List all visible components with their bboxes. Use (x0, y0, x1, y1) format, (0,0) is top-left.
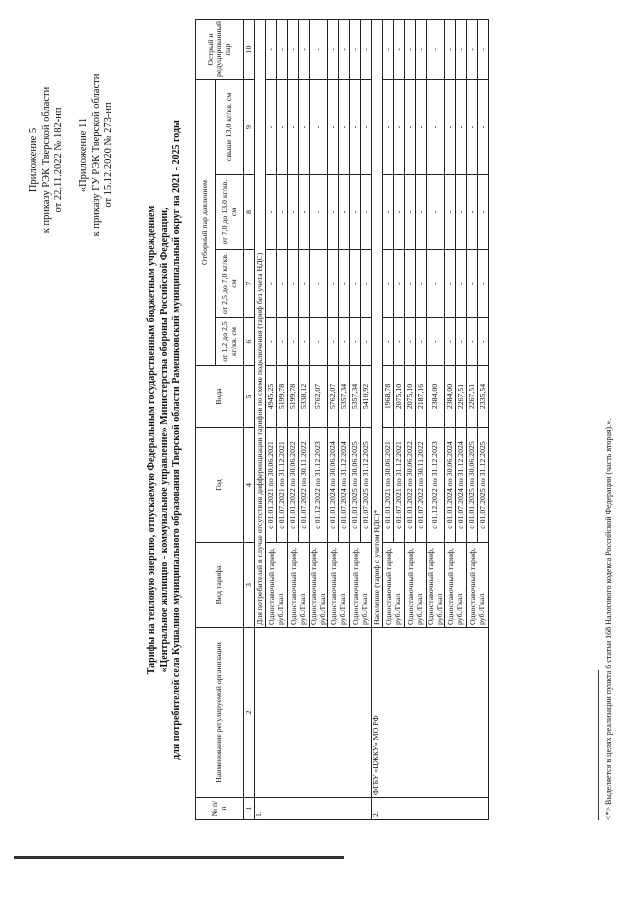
water-tariff-cell: 2384,00 (427, 366, 445, 428)
empty-value-cell: - (310, 175, 328, 250)
empty-value-cell: - (361, 175, 372, 250)
water-tariff-cell: 4945,25 (266, 366, 277, 428)
col-number: 2 (244, 628, 255, 798)
empty-value-cell: - (405, 318, 416, 366)
water-tariff-cell: 2267,51 (456, 366, 467, 428)
empty-value-cell: - (445, 175, 456, 250)
title-line-3: для потребителей села Кушалино муниципального образования Тверской области Рамешковский муниципальный округ на 2021 - 2025 годы (171, 120, 182, 760)
empty-value-cell: - (445, 318, 456, 366)
empty-value-cell: - (467, 250, 478, 318)
empty-value-cell: - (339, 175, 350, 250)
empty-value-cell: - (478, 318, 489, 366)
empty-value-cell: - (456, 250, 467, 318)
period-cell: с 01.07.2022 по 30.11.2022 (416, 428, 427, 543)
empty-value-cell: - (299, 175, 310, 250)
col-number: 8 (244, 175, 255, 250)
tariff-table (195, 19, 489, 820)
header-steam-group: Отборный пар давлением (196, 79, 216, 365)
empty-value-cell: - (383, 175, 394, 250)
empty-value-cell: - (299, 79, 310, 174)
water-tariff-cell: 2267,51 (467, 366, 478, 428)
empty-value-cell: - (266, 19, 277, 79)
col-number: 7 (244, 250, 255, 318)
empty-value-cell: - (394, 318, 405, 366)
tariff-type-cell: Одноставочный тариф, руб./Гкал (467, 543, 489, 628)
empty-value-cell: - (299, 250, 310, 318)
header-year: Год (196, 428, 244, 543)
water-tariff-cell: 5762,07 (310, 366, 328, 428)
col-number: 4 (244, 428, 255, 543)
empty-value-cell: - (288, 175, 299, 250)
table-body (255, 19, 489, 819)
empty-value-cell: - (350, 175, 361, 250)
empty-value-cell: - (445, 250, 456, 318)
empty-value-cell: - (277, 175, 288, 250)
water-tariff-cell: 2187,16 (416, 366, 427, 428)
title-line-2: «Центральное жилищно - коммунальное управление» Министерства обороны Российской Федерации, (158, 207, 170, 673)
water-tariff-cell: 5357,34 (339, 366, 350, 428)
tariff-type-cell: Одноставочный тариф, руб./Гкал (427, 543, 445, 628)
empty-value-cell: - (467, 318, 478, 366)
empty-value-cell: - (310, 19, 328, 79)
empty-value-cell: - (383, 19, 394, 79)
empty-value-cell: - (467, 19, 478, 79)
period-cell: с 01.01.2024 по 30.06.2024 (328, 428, 339, 543)
empty-value-cell: - (277, 19, 288, 79)
empty-value-cell: - (456, 79, 467, 174)
empty-value-cell: - (310, 79, 328, 174)
empty-value-cell: - (394, 175, 405, 250)
empty-value-cell: - (416, 175, 427, 250)
empty-value-cell: - (277, 318, 288, 366)
header-number: № п/ п (196, 798, 244, 820)
empty-value-cell: - (405, 250, 416, 318)
empty-value-cell: - (299, 19, 310, 79)
period-cell: с 01.01.2024 по 30.06.2024 (445, 428, 456, 543)
empty-value-cell: - (478, 250, 489, 318)
water-tariff-cell: 2075,10 (394, 366, 405, 428)
section-number: 2. (372, 798, 489, 820)
empty-value-cell: - (361, 19, 372, 79)
empty-value-cell: - (288, 318, 299, 366)
period-cell: с 01.01.2022 по 30.06.2022 (405, 428, 416, 543)
period-cell: с 01.01.2025 по 30.06.2025 (467, 428, 478, 543)
empty-value-cell: - (266, 250, 277, 318)
header-organization: Наименование регулируемой организации (196, 628, 244, 798)
empty-value-cell: - (427, 79, 445, 174)
period-cell: с 01.01.2021 по 30.06.2021 (383, 428, 394, 543)
empty-value-cell: - (310, 318, 328, 366)
empty-value-cell: - (416, 19, 427, 79)
water-tariff-cell: 5410,92 (361, 366, 372, 428)
tariff-type-cell: Одноставочный тариф, руб./Гкал (405, 543, 427, 628)
col-number: 6 (244, 318, 255, 366)
period-cell: с 01.01.2021 по 30.06.2021 (266, 428, 277, 543)
scan-edge-bar (14, 856, 344, 859)
empty-value-cell: - (299, 318, 310, 366)
empty-value-cell: - (328, 79, 339, 174)
tariff-type-cell: Одноставочный тариф, руб./Гкал (350, 543, 372, 628)
empty-value-cell: - (427, 19, 445, 79)
empty-value-cell: - (266, 79, 277, 174)
empty-value-cell: - (456, 19, 467, 79)
tariff-type-cell: Одноставочный тариф, руб./Гкал (266, 543, 288, 628)
footnote: <*> Выделяется в целях реализации пункта 6 статьи 168 Налогового кодекса Российской Федерации (часть вторая).». (604, 418, 613, 820)
period-cell: с 01.07.2024 по 31.12.2024 (456, 428, 467, 543)
water-tariff-cell: 2384,00 (445, 366, 456, 428)
header-steam-4: свыше 13,0 кг/кв. см (216, 79, 244, 174)
col-number: 9 (244, 79, 255, 174)
col-number: 3 (244, 543, 255, 628)
empty-value-cell: - (416, 318, 427, 366)
footnote-divider (598, 670, 599, 820)
section-heading: Население (тариф с учетом НДС)* (372, 19, 383, 627)
empty-value-cell: - (350, 318, 361, 366)
tariff-type-cell: Одноставочный тариф, руб./Гкал (445, 543, 467, 628)
tariff-type-cell: Одноставочный тариф, руб./Гкал (328, 543, 350, 628)
empty-value-cell: - (339, 318, 350, 366)
water-tariff-cell: 2075,10 (405, 366, 416, 428)
water-tariff-cell: 1968,78 (383, 366, 394, 428)
empty-value-cell: - (405, 19, 416, 79)
header-steam-2: от 2,5 до 7,0 кг/кв. см (216, 250, 244, 318)
appendix-11-annotation (78, 20, 116, 290)
period-cell: с 01.07.2022 по 30.11.2022 (299, 428, 310, 543)
period-cell: с 01.12.2022 по 31.12.2023 (310, 428, 328, 543)
empty-value-cell: - (266, 175, 277, 250)
period-cell: с 01.01.2022 по 30.06.2022 (288, 428, 299, 543)
water-tariff-cell: 5199,78 (277, 366, 288, 428)
empty-value-cell: - (328, 19, 339, 79)
empty-value-cell: - (288, 250, 299, 318)
appendix-11-line-1: «Приложение 11 (78, 117, 89, 193)
column-number-row (244, 19, 255, 819)
header-sharp-steam: Острый и редуцированный пар (196, 19, 244, 79)
water-tariff-cell: 5357,34 (350, 366, 361, 428)
empty-value-cell: - (456, 175, 467, 250)
empty-value-cell: - (445, 79, 456, 174)
empty-value-cell: - (361, 250, 372, 318)
empty-value-cell: - (478, 19, 489, 79)
empty-value-cell: - (394, 19, 405, 79)
header-steam-1: от 1,2 до 2,5 кг/кв. см (216, 318, 244, 366)
section-heading: Для потребителей в случае отсутствия дифференциации тарифов по схеме подключения (тариф без учета НДС) (255, 19, 266, 627)
empty-value-cell: - (266, 318, 277, 366)
empty-value-cell: - (456, 318, 467, 366)
col-number: 5 (244, 366, 255, 428)
empty-value-cell: - (383, 79, 394, 174)
header-water: Вода (196, 366, 244, 428)
tariff-type-cell: Одноставочный тариф, руб./Гкал (310, 543, 328, 628)
appendix-5-line-3: от 22.11.2022 № 182-нп (53, 107, 64, 213)
section-number: 1. (255, 798, 372, 820)
empty-value-cell: - (427, 318, 445, 366)
period-cell: с 01.07.2021 по 31.12.2021 (277, 428, 288, 543)
organization-name: ФГБУ «ЦЖКУ» МО РФ (372, 628, 489, 798)
empty-value-cell: - (467, 175, 478, 250)
period-cell: с 01.01.2025 по 30.06.2025 (350, 428, 361, 543)
section-heading-row (255, 19, 266, 819)
empty-value-cell: - (288, 19, 299, 79)
empty-value-cell: - (383, 250, 394, 318)
empty-value-cell: - (339, 79, 350, 174)
header-tariff-type: Вид тарифа (196, 543, 244, 628)
water-tariff-cell: 2335,54 (478, 366, 489, 428)
tariff-type-cell: Одноставочный тариф, руб./Гкал (383, 543, 405, 628)
empty-value-cell: - (361, 79, 372, 174)
empty-value-cell: - (467, 79, 478, 174)
empty-value-cell: - (416, 250, 427, 318)
col-number: 1 (244, 798, 255, 820)
empty-value-cell: - (383, 318, 394, 366)
empty-value-cell: - (405, 175, 416, 250)
empty-value-cell: - (361, 318, 372, 366)
empty-value-cell: - (328, 175, 339, 250)
period-cell: с 01.07.2021 по 31.12.2021 (394, 428, 405, 543)
empty-value-cell: - (350, 19, 361, 79)
document-title (146, 120, 184, 760)
period-cell: с 01.12.2022 по 31.12.2023 (427, 428, 445, 543)
period-cell: с 01.07.2025 по 31.12.2025 (361, 428, 372, 543)
organization-name (255, 628, 372, 798)
col-number: 10 (244, 19, 255, 79)
empty-value-cell: - (310, 250, 328, 318)
water-tariff-cell: 5338,12 (299, 366, 310, 428)
empty-value-cell: - (328, 250, 339, 318)
empty-value-cell: - (339, 250, 350, 318)
appendix-5-line-2: к приказу РЭК Тверской области (40, 86, 52, 234)
empty-value-cell: - (427, 250, 445, 318)
header-steam-3: от 7,0 до 13,0 кг/кв. см (216, 175, 244, 250)
empty-value-cell: - (328, 318, 339, 366)
appendix-11-line-3: от 15.12.2020 № 273-нп (103, 102, 114, 208)
appendix-11-line-2: к приказу ГУ РЭК Тверской области (90, 73, 102, 237)
empty-value-cell: - (350, 79, 361, 174)
empty-value-cell: - (405, 79, 416, 174)
appendix-5-annotation (28, 30, 66, 290)
appendix-5-line-1: Приложение 5 (28, 127, 39, 193)
empty-value-cell: - (478, 79, 489, 174)
period-cell: с 01.07.2025 по 31.12.2025 (478, 428, 489, 543)
empty-value-cell: - (416, 79, 427, 174)
section-heading-row (372, 19, 383, 819)
tariff-type-cell: Одноставочный тариф, руб./Гкал (288, 543, 310, 628)
water-tariff-cell: 5762,07 (328, 366, 339, 428)
empty-value-cell: - (339, 19, 350, 79)
empty-value-cell: - (445, 19, 456, 79)
empty-value-cell: - (394, 250, 405, 318)
empty-value-cell: - (478, 175, 489, 250)
empty-value-cell: - (277, 250, 288, 318)
period-cell: с 01.07.2024 по 31.12.2024 (339, 428, 350, 543)
empty-value-cell: - (394, 79, 405, 174)
empty-value-cell: - (427, 175, 445, 250)
empty-value-cell: - (277, 79, 288, 174)
water-tariff-cell: 5199,78 (288, 366, 299, 428)
title-line-1: Тарифы на тепловую энергию, отпускаемую Федеральным государственным бюджетным учреждением (146, 205, 157, 675)
empty-value-cell: - (288, 79, 299, 174)
empty-value-cell: - (350, 250, 361, 318)
